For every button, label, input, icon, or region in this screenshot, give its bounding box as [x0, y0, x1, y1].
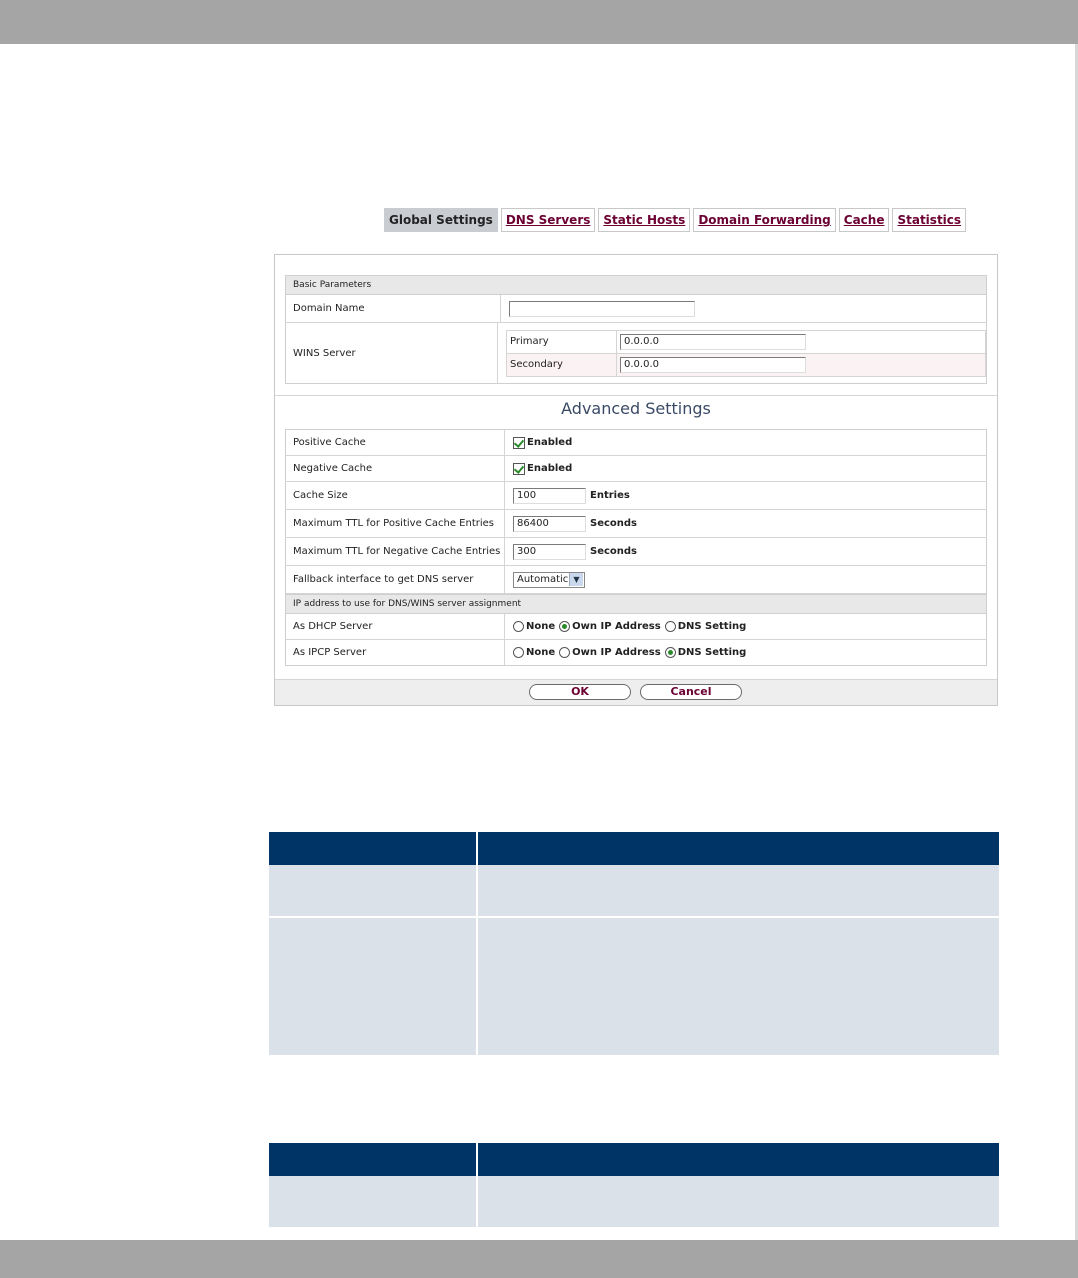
cache-size-label: Cache Size	[286, 482, 505, 509]
fallback-interface-label: Fallback interface to get DNS server	[286, 566, 505, 593]
max-ttl-negative-input[interactable]	[513, 544, 586, 560]
settings-panel	[274, 254, 998, 706]
positive-cache-enabled-label: Enabled	[527, 437, 573, 448]
max-ttl-positive-input[interactable]	[513, 516, 586, 532]
max-ttl-positive-label: Maximum TTL for Positive Cache Entries	[286, 510, 505, 537]
doc-table-2-header	[269, 1143, 999, 1176]
basic-parameters-header: Basic Parameters	[286, 276, 986, 295]
cache-size-unit: Entries	[590, 490, 630, 501]
max-ttl-negative-row	[286, 538, 986, 566]
domain-name-row	[286, 295, 986, 323]
cache-size-input[interactable]	[513, 488, 586, 504]
top-bar	[0, 0, 1078, 44]
negative-cache-enabled-label: Enabled	[527, 463, 573, 474]
positive-cache-row	[286, 430, 986, 456]
max-ttl-positive-row	[286, 510, 986, 538]
ipcp-none-radio[interactable]	[513, 647, 524, 658]
max-ttl-negative-unit: Seconds	[590, 546, 638, 557]
advanced-settings-section	[285, 429, 987, 666]
wins-server-row	[286, 323, 986, 383]
ipcp-own-ip-radio[interactable]	[559, 647, 570, 658]
button-bar	[275, 679, 997, 705]
fallback-interface-select[interactable]	[513, 572, 585, 588]
negative-cache-checkbox[interactable]	[513, 463, 525, 475]
max-ttl-negative-label: Maximum TTL for Negative Cache Entries	[286, 538, 505, 565]
dhcp-own-ip-radio[interactable]	[559, 621, 570, 632]
basic-parameters-section	[285, 275, 987, 384]
wins-secondary-label: Secondary	[507, 354, 617, 376]
tab-dns-servers[interactable]: DNS Servers	[501, 208, 596, 232]
table-row	[269, 1176, 999, 1229]
negative-cache-label: Negative Cache	[286, 456, 505, 481]
advanced-divider	[275, 395, 997, 396]
ipcp-server-row	[286, 640, 986, 665]
negative-cache-row	[286, 456, 986, 482]
dhcp-server-label: As DHCP Server	[286, 614, 505, 639]
ipcp-server-label: As IPCP Server	[286, 640, 505, 665]
ipcp-none-label: None	[526, 647, 556, 658]
dhcp-dns-setting-radio[interactable]	[665, 621, 676, 632]
dhcp-own-ip-label: Own IP Address	[572, 621, 661, 632]
advanced-settings-title: Advanced Settings	[561, 399, 711, 418]
tab-statistics[interactable]: Statistics	[892, 208, 966, 232]
bottom-bar	[0, 1240, 1078, 1278]
tab-static-hosts[interactable]: Static Hosts	[598, 208, 690, 232]
wins-primary-input[interactable]	[620, 334, 806, 350]
domain-name-input[interactable]	[509, 301, 695, 317]
dhcp-none-label: None	[526, 621, 556, 632]
wins-server-table	[506, 330, 986, 377]
ipcp-own-ip-label: Own IP Address	[572, 647, 661, 658]
wins-primary-label: Primary	[507, 331, 617, 353]
fallback-interface-value: Automatic	[517, 574, 569, 585]
tab-global-settings[interactable]: Global Settings	[384, 208, 498, 232]
table-row	[269, 865, 999, 918]
positive-cache-checkbox[interactable]	[513, 437, 525, 449]
fallback-interface-row	[286, 566, 986, 594]
ok-button[interactable]: OK	[529, 684, 631, 700]
doc-table-1	[269, 832, 999, 1057]
doc-table-2	[269, 1143, 999, 1229]
domain-name-label: Domain Name	[286, 295, 501, 322]
positive-cache-label: Positive Cache	[286, 430, 505, 455]
ip-assignment-header: IP address to use for DNS/WINS server assignment	[286, 594, 986, 614]
wins-secondary-input[interactable]	[620, 357, 806, 373]
tab-domain-forwarding[interactable]: Domain Forwarding	[693, 208, 835, 232]
dhcp-dns-setting-label: DNS Setting	[677, 621, 747, 632]
table-row	[269, 918, 999, 1057]
tab-cache[interactable]: Cache	[839, 208, 890, 232]
cancel-button[interactable]: Cancel	[640, 684, 742, 700]
cache-size-row	[286, 482, 986, 510]
wins-server-label: WINS Server	[286, 323, 498, 383]
dhcp-none-radio[interactable]	[513, 621, 524, 632]
doc-table-1-header	[269, 832, 999, 865]
ipcp-dns-setting-label: DNS Setting	[677, 647, 747, 658]
ipcp-dns-setting-radio[interactable]	[665, 647, 676, 658]
dhcp-server-row	[286, 614, 986, 640]
max-ttl-positive-unit: Seconds	[590, 518, 638, 529]
chevron-down-icon: ▼	[569, 573, 583, 586]
tab-bar	[384, 208, 966, 232]
